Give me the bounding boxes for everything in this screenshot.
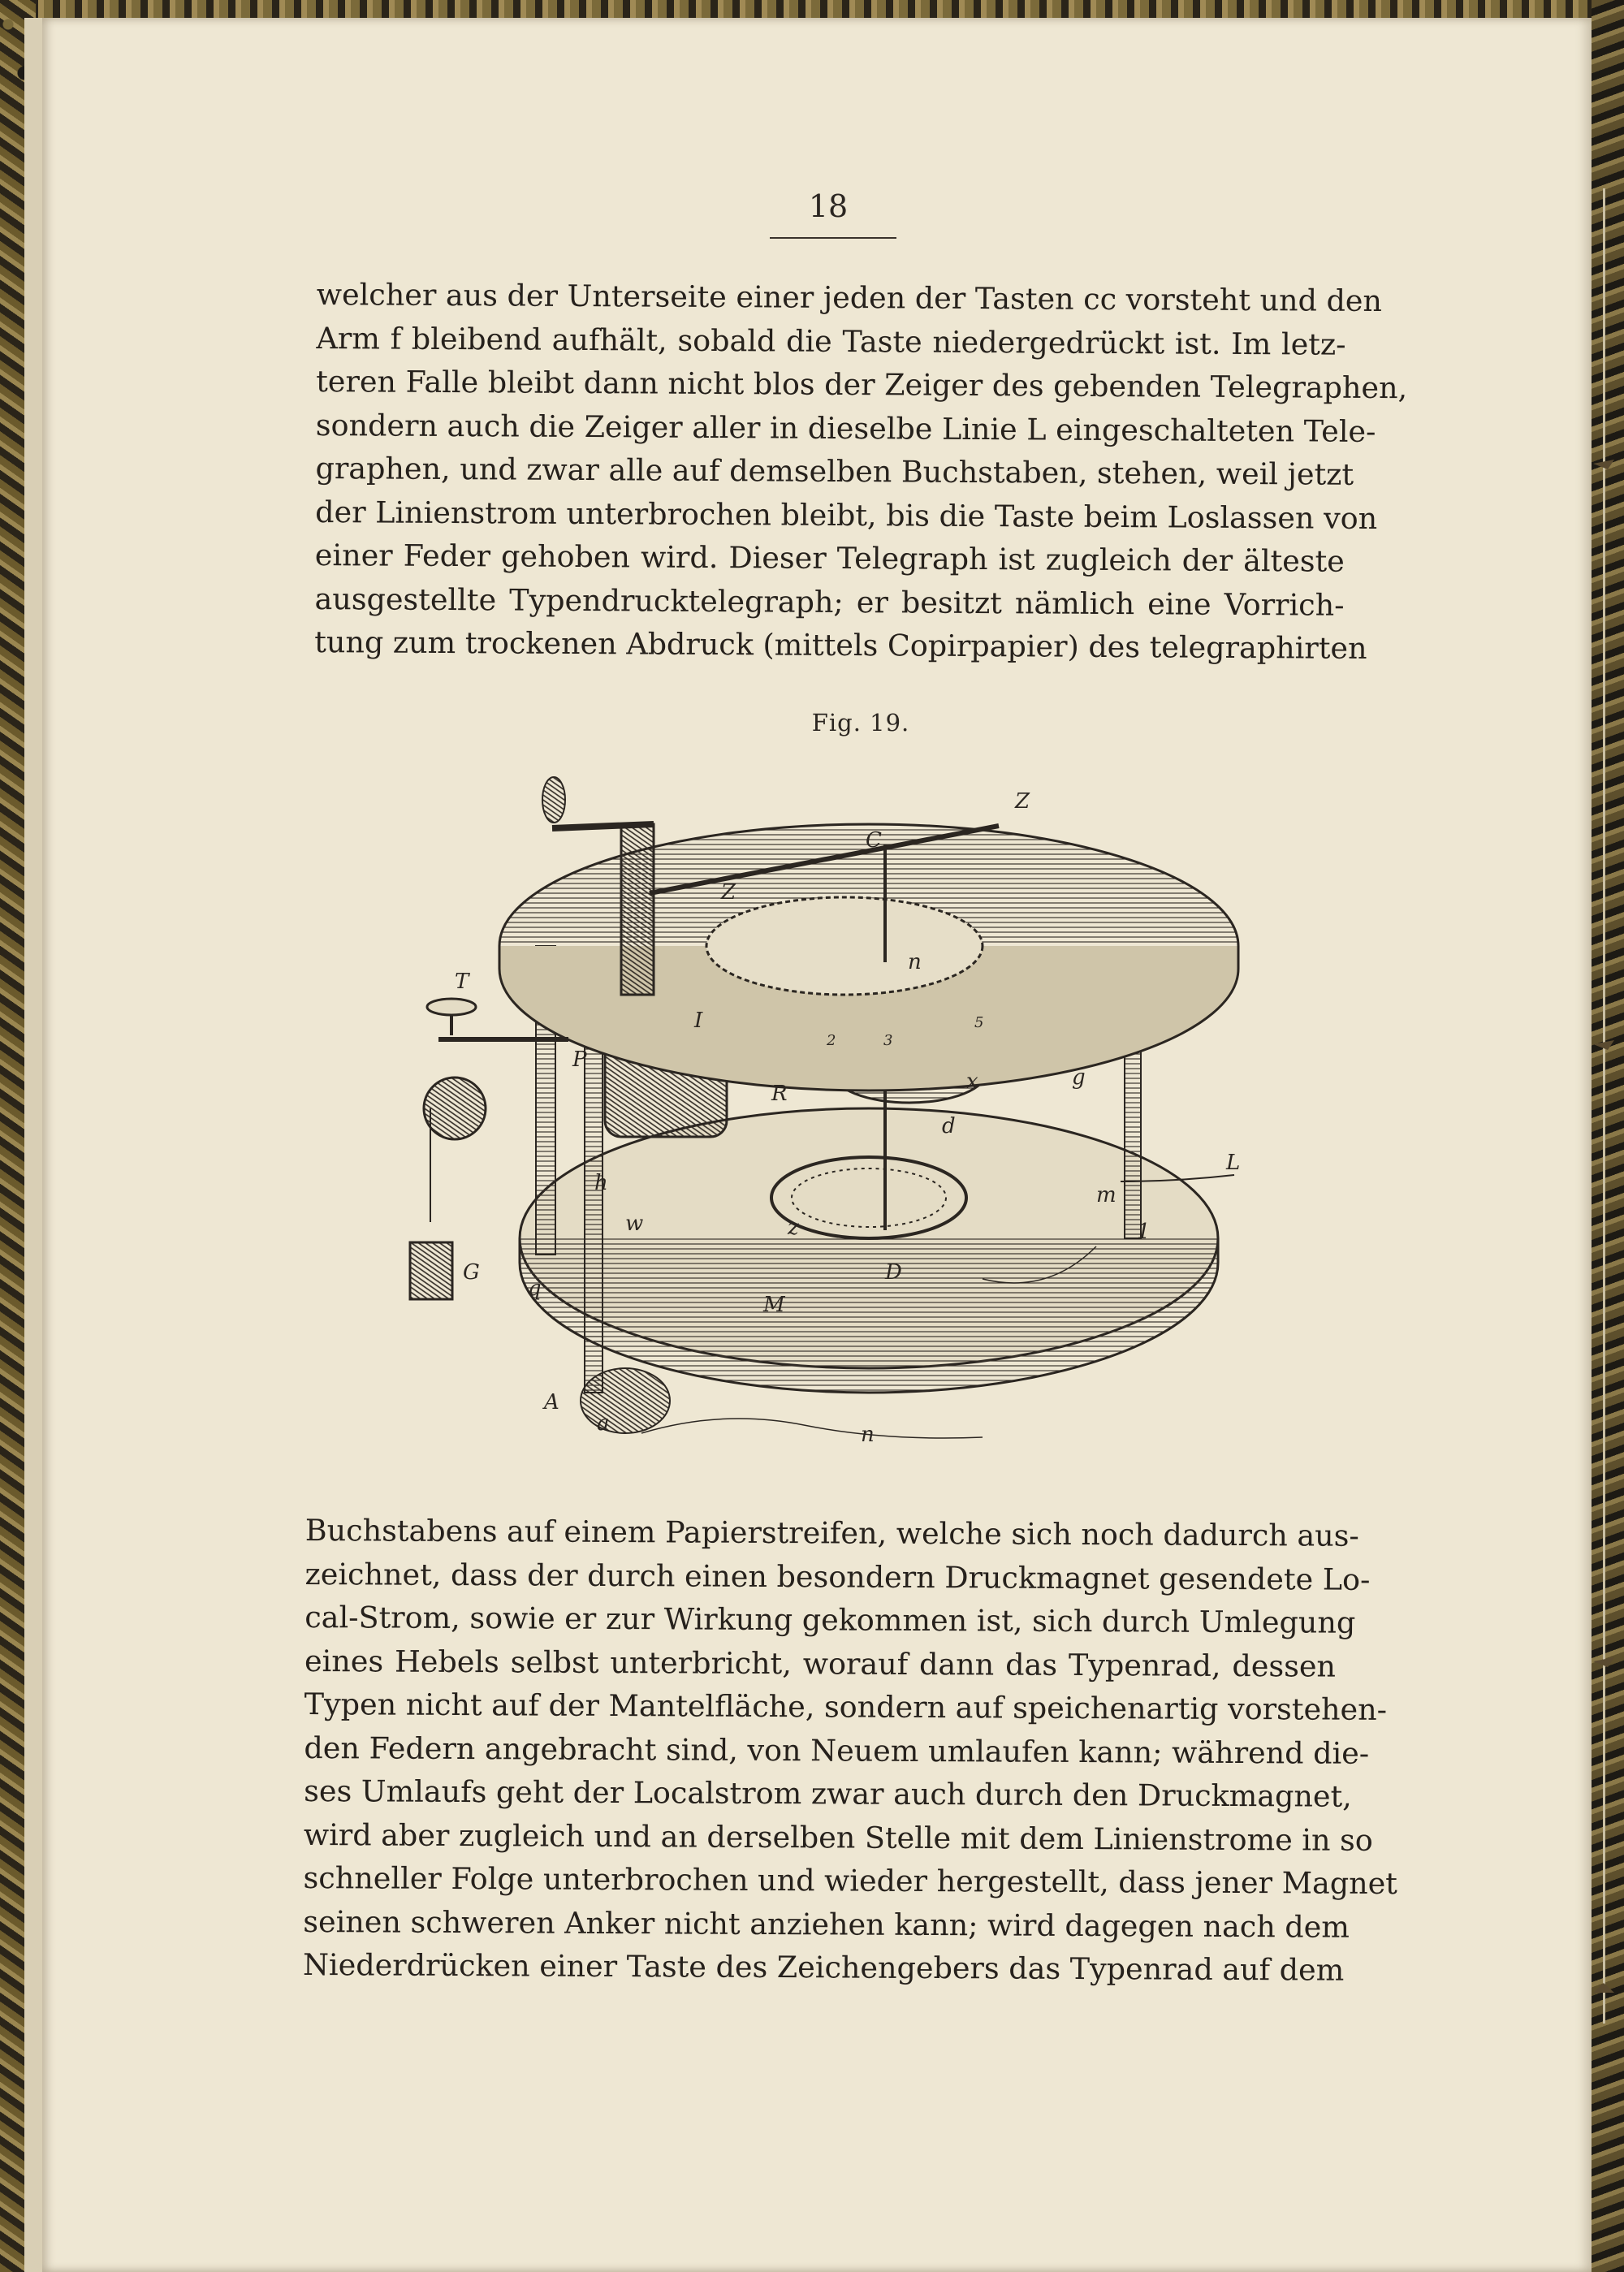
book-cover-right (1592, 0, 1624, 2272)
text-line: tung zum trockenen Abdruck (mittels Copirpapier) des telegraphirten (314, 624, 1367, 666)
text-line: ausgestellte Typendrucktelegraph; er besitzt nämlich eine Vorrich- (314, 581, 1345, 623)
figure-label: m (1096, 1183, 1116, 1207)
figure-label: R (771, 1082, 788, 1106)
binding-knot-icon (1592, 1654, 1616, 1669)
text-line: cal-Strom, sowie er zur Wirkung gekommen ist, sich durch Umlegung (304, 1599, 1356, 1640)
binding-knot-icon (1592, 456, 1616, 471)
text-line: ses Umlaufs geht der Localstrom zwar auch durch den Druckmagnet, (304, 1773, 1352, 1814)
figure-caption: Fig. 19. (811, 709, 910, 736)
text-line: sondern auch die Zeiger aller in dieselbe Linie L eingeschalteten Tele- (315, 407, 1376, 449)
text-line: Arm f bleibend aufhält, sobald die Taste niedergedrückt ist. Im letz- (316, 320, 1346, 362)
figure-label: q (528, 1276, 542, 1301)
figure-label: z (788, 1216, 799, 1240)
telegraph-engraving (382, 759, 1291, 1466)
figure-label: h (594, 1171, 608, 1195)
figure-label: I (694, 1009, 703, 1033)
figure-label: g (1072, 1065, 1086, 1090)
text-line: graphen, und zwar alle auf demselben Buchstaben, stehen, weil jetzt (315, 450, 1354, 492)
paragraph-top (314, 273, 1408, 670)
figure-label: 2 (827, 1032, 836, 1049)
text-line: schneller Folge unterbrochen und wieder hergestellt, dass jener Magnet (303, 1859, 1398, 1902)
figure-label: D (885, 1260, 902, 1285)
page-number-rule (770, 237, 896, 239)
figure-label: 1 (1137, 1220, 1151, 1244)
figure-label: Z (1015, 789, 1030, 814)
figure-label: T (455, 970, 469, 994)
figure-label: 3 (883, 1032, 893, 1049)
paragraph-bottom (302, 1509, 1398, 1992)
text-line: der Linienstrom unterbrochen bleibt, bis die Taste beim Loslassen von (315, 494, 1378, 536)
binding-knot-icon (1592, 1037, 1616, 1052)
text-line: Niederdrücken einer Taste des Zeichengebers das Typenrad auf dem (302, 1946, 1345, 1988)
figure-label: n (861, 1423, 875, 1447)
figure-label: w (625, 1212, 644, 1236)
figure-label: 5 (974, 1014, 984, 1031)
text-line: zeichnet, dass der durch einen besondern Druckmagnet gesendete Lo- (304, 1556, 1371, 1597)
text-line: wird aber zugleich und an derselben Stelle mit dem Linienstrome in so (303, 1816, 1373, 1858)
text-line: den Federn angebracht sind, von Neuem umlaufen kann; während die- (304, 1730, 1370, 1771)
text-line: einer Feder gehoben wird. Dieser Telegraph ist zugleich der älteste (314, 537, 1345, 579)
text-line: Typen nicht auf der Mantelfläche, sondern auf speichenartig vorstehen- (304, 1686, 1388, 1727)
text-line: teren Falle bleibt dann nicht blos der Zeiger des gebenden Telegraphen, (316, 363, 1408, 406)
figure-label: Z (721, 880, 736, 905)
figure-label: n (908, 950, 922, 974)
figure-label: d (942, 1114, 956, 1138)
page-number: 18 (808, 188, 849, 224)
figure-label: x (966, 1069, 978, 1094)
figure-label: A (544, 1390, 559, 1415)
binding-knot-icon (1592, 1981, 1616, 1996)
figure-label: a (597, 1411, 610, 1436)
figure-label: G (463, 1260, 480, 1285)
text-line: seinen schweren Anker nicht anziehen kann; wird dagegen nach dem (303, 1903, 1350, 1945)
text-line: welcher aus der Unterseite einer jeden der Tasten cc vorsteht und den (316, 276, 1383, 319)
book-edge-top (0, 0, 1624, 18)
figure-label: P (572, 1047, 587, 1072)
text-line: Buchstabens auf einem Papierstreifen, welche sich noch dadurch aus- (304, 1512, 1359, 1553)
figure-label: M (763, 1293, 785, 1317)
figure-label: C (866, 828, 882, 853)
text-line: eines Hebels selbst unterbricht, worauf dann das Typenrad, dessen (304, 1643, 1337, 1684)
figure-label: L (1226, 1151, 1241, 1175)
